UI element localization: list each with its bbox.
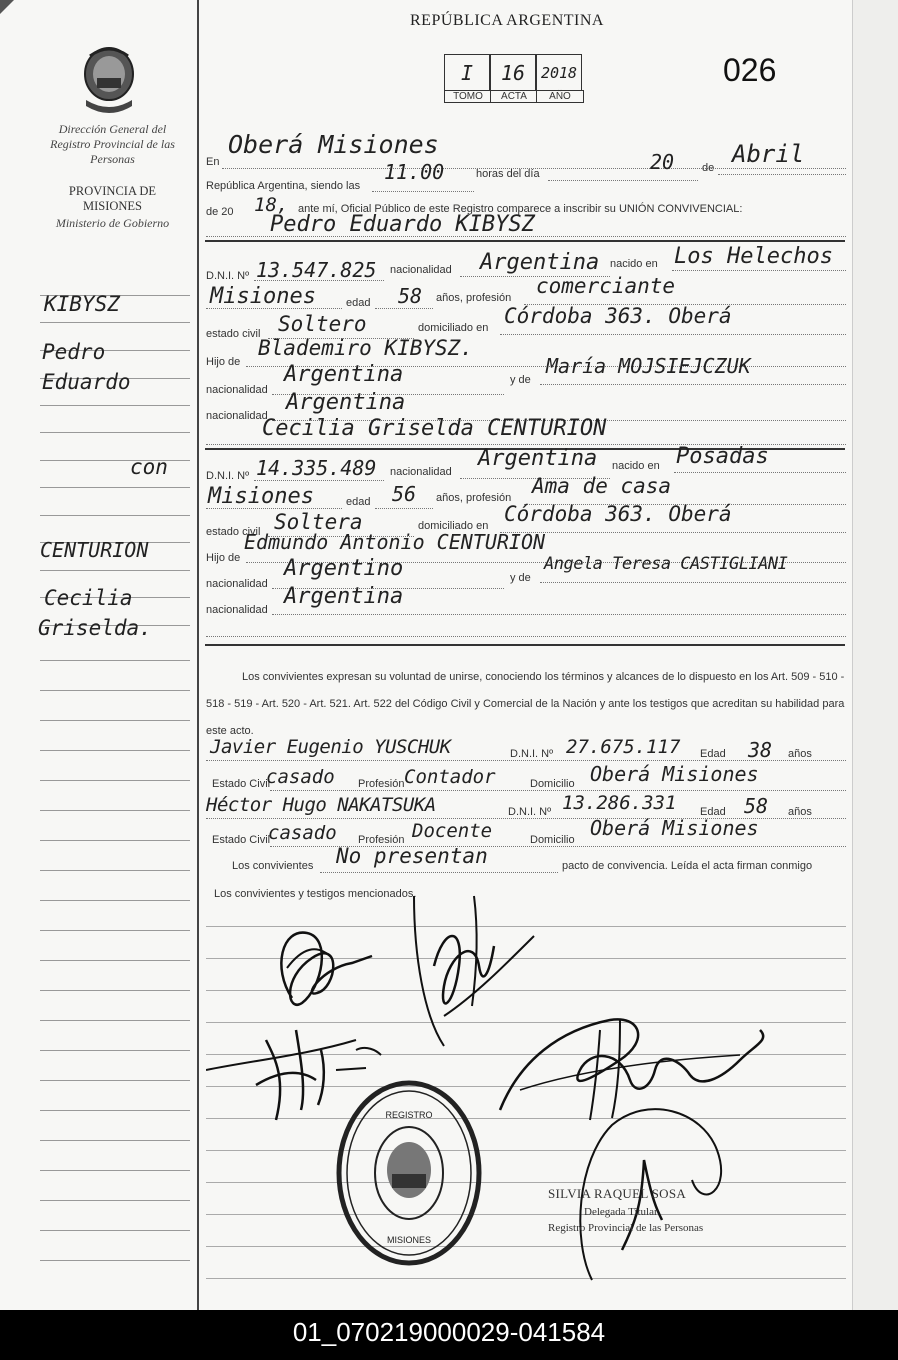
year-box [536,54,582,92]
person2-full-name: Cecilia Griselda CENTURION [262,416,607,441]
person1-province: Misiones [210,284,316,309]
year-suffix: 18, [254,194,289,216]
dotted-line [372,191,474,192]
witness1-name: Javier Eugenio YUSCHUK [210,736,451,758]
person2-father: Edmundo Antonio CENTURION [244,530,546,554]
en-label: En [206,156,220,168]
issuing-office: Dirección General del Registro Provincial de las Personas [50,122,175,166]
margin-line [40,1200,190,1201]
margin-line [40,1080,190,1081]
person1-mother-nationality: Argentina [286,390,406,415]
signature-line [206,1150,846,1151]
dni-label: D.N.I. Nº [206,270,250,282]
person2-age: 56 [392,482,417,506]
signature-line [206,1214,846,1215]
margin-line [40,900,190,901]
dotted-line [540,582,846,583]
person2-profession: Ama de casa [532,474,672,498]
page-corner [0,0,14,14]
margin-line [40,1020,190,1021]
witness1-profession: Contador [404,766,496,788]
scan-identifier: 01_070219000029-041584 [0,1310,898,1360]
pact-text: pacto de convivencia. Leída el acta firman conmigo [562,860,813,872]
person1-nationality: Argentina [480,250,600,275]
nationality-label: nacionalidad [390,466,452,478]
margin-line [40,1170,190,1171]
margin-surname-1: KIBYSZ [44,292,120,316]
dotted-line [548,180,698,181]
margin-line [40,1110,190,1111]
acta-label: ACTA [490,90,538,103]
year-label: AÑO [536,90,584,103]
de-label: de [702,162,715,174]
person1-address: Córdoba 363. Oberá [504,304,732,328]
and-of-label: y de [510,374,531,386]
closing-text: Los convivientes y testigos mencionados. [214,888,417,900]
margin-line [40,750,190,751]
tomo-box [444,54,490,92]
age-label: edad [346,496,371,508]
svg-text:MISIONES: MISIONES [386,1235,432,1245]
dotted-line [375,308,433,309]
margin-line [40,720,190,721]
margin-line [40,690,190,691]
born-in-label: nacido en [612,460,660,472]
republic-label: República Argentina, siendo las [206,180,361,192]
person2-birthplace: Posadas [676,444,769,469]
person1-father-nationality: Argentina [284,362,404,387]
margin-line [40,322,190,323]
margin-line [40,660,190,661]
person2-nationality: Argentina [478,446,598,471]
domicile-label: Domicilio [530,778,575,790]
witness2-age: 58 [744,794,769,818]
child-of-label: Hijo de [206,356,241,368]
coat-of-arms-icon [80,44,138,118]
person1-dni: 13.547.825 [256,258,377,282]
margin-line [40,870,190,871]
month-value: Abril [732,140,805,168]
margin-line [40,780,190,781]
person2-province: Misiones [208,484,314,509]
civil-status-label: Estado Civil [212,834,271,846]
margin-line [40,570,190,571]
dotted-line [320,872,558,873]
official-office: Registro Provincial de las Personas [548,1222,704,1234]
svg-text:REGISTRO: REGISTRO [385,1110,433,1120]
tomo-label: TOMO [444,90,492,103]
margin-line [40,960,190,961]
margin-given-1a: Pedro [42,340,106,364]
dotted-line [672,270,846,271]
dotted-line [254,480,384,481]
years-label: años [788,748,812,760]
margin-line [40,515,190,516]
margin-given-2a: Cecilia [44,586,133,610]
margin-connector: con [130,455,168,479]
witness1-age: 38 [748,738,773,762]
official-title: Delegada Titular [584,1206,658,1218]
domicile-label: domiciliado en [418,322,489,334]
dotted-line [500,532,846,533]
dotted-line [674,472,846,473]
margin-line [40,990,190,991]
margin-line [40,1230,190,1231]
years-label: años [788,806,812,818]
domicile-label: Domicilio [530,834,575,846]
ministry-name: Ministerio de Gobierno [55,216,170,230]
official-name: SILVIA RAQUEL SOSA [548,1186,687,1201]
dotted-line [375,508,433,509]
witness1-address: Oberá Misiones [590,762,759,786]
witness1-civil-status: casado [266,766,335,788]
domicile-label: domiciliado en [418,520,489,532]
person1-birthplace: Los Helechos [674,244,833,269]
signature-cohabitant-1 [262,908,382,1018]
civil-status-label: estado civil [206,328,261,340]
section-divider [205,644,845,646]
profession-label: años, profesión [436,292,512,304]
dni-label: D.N.I. Nº [510,748,554,760]
margin-line [40,1260,190,1261]
witness2-address: Oberá Misiones [590,816,759,840]
dotted-line [500,334,846,335]
margin-divider [197,0,199,1310]
signature-line [206,1182,846,1183]
official-seal [334,1078,484,1268]
page-edge [852,0,898,1310]
civil-status-label: Estado Civil [212,778,271,790]
dni-label: D.N.I. Nº [206,470,250,482]
profession-label: Profesión [358,778,405,790]
statement-text: Los convivientes expresan su voluntad de unirse, conociendo los términos y alcances de lo dispuesto en los Art. 509 - 510 - 518 - 519 - Art. 520 - Art. 521. Art. 522 del Código Civil y Comercial de la Nación y ante los testigos que acreditan su habilidad para este acto. [206,671,845,737]
declaration-text: ante mí, Oficial Público de este Registro comparece a inscribir su UNIÓN CONVIVENCIAL: [298,203,743,215]
margin-line [40,405,190,406]
nationality-label: nacionalidad [390,264,452,276]
witness2-name: Héctor Hugo NAKATSUKA [206,794,436,816]
age-label: Edad [700,806,726,818]
hours-label: horas del día [476,168,540,180]
acta-box [490,54,536,92]
profession-label: años, profesión [436,492,512,504]
person1-mother: María MOJSIEJCZUK [546,354,751,378]
year-value: 2018 [540,64,578,82]
record-number: 026 [723,52,777,88]
margin-line [40,840,190,841]
and-of-label: y de [510,572,531,584]
margin-line [40,1050,190,1051]
age-label: edad [346,297,371,309]
margin-given-1b: Eduardo [42,370,131,394]
nationality-label: nacionalidad [206,384,268,396]
margin-line [40,930,190,931]
signature-line [206,1246,846,1247]
witness2-civil-status: casado [268,822,337,844]
dotted-line [206,636,846,637]
dni-label: D.N.I. Nº [508,806,552,818]
tomo-value: I [460,61,474,85]
person1-profession: comerciante [536,274,676,298]
person2-address: Córdoba 363. Oberá [504,502,732,526]
acta-value: 16 [500,61,526,85]
nationality-label: nacionalidad [206,410,268,422]
pact-value: No presentan [336,844,488,868]
person1-father: Blademiro KIBYSZ. [258,336,473,360]
witness2-dni: 13.286.331 [562,792,677,814]
witness2-profession: Docente [412,820,493,842]
margin-surname-2: CENTURION [40,538,149,562]
margin-line [40,810,190,811]
profession-label: Profesión [358,834,405,846]
document-header: REPÚBLICA ARGENTINA [410,12,604,29]
margin-line [40,432,190,433]
place-value: Oberá Misiones [228,130,439,159]
age-label: Edad [700,748,726,760]
person2-mother: Angela Teresa CASTIGLIANI [544,554,788,574]
nationality-label: nacionalidad [206,578,268,590]
day-value: 20 [650,150,675,174]
person1-civil-status: Soltero [278,312,367,336]
dotted-line [540,384,846,385]
province-name: PROVINCIA DE MISIONES [68,184,157,213]
hour-value: 11.00 [384,160,445,184]
person2-father-nationality: Argentino [284,556,404,581]
person2-mother-nationality: Argentina [284,584,404,609]
person1-age: 58 [398,284,423,308]
civil-status-label: estado civil [206,526,261,538]
child-of-label: Hijo de [206,552,241,564]
nationality-label: nacionalidad [206,604,268,616]
person2-civil-status: Soltera [274,510,363,534]
person2-dni: 14.335.489 [256,456,377,480]
dotted-line [718,174,846,175]
dotted-line [270,790,846,791]
born-in-label: nacido en [610,258,658,270]
section-divider [205,240,845,242]
year-prefix: de 20 [206,206,234,218]
dotted-line [272,614,846,615]
margin-line [40,487,190,488]
margin-line [40,1140,190,1141]
signature-line [206,1278,846,1279]
witness1-dni: 27.675.117 [566,736,681,758]
margin-given-2b: Griselda. [38,616,152,640]
person1-full-name: Pedro Eduardo KIBYSZ [270,212,535,237]
cohabitants-label: Los convivientes [232,860,314,872]
